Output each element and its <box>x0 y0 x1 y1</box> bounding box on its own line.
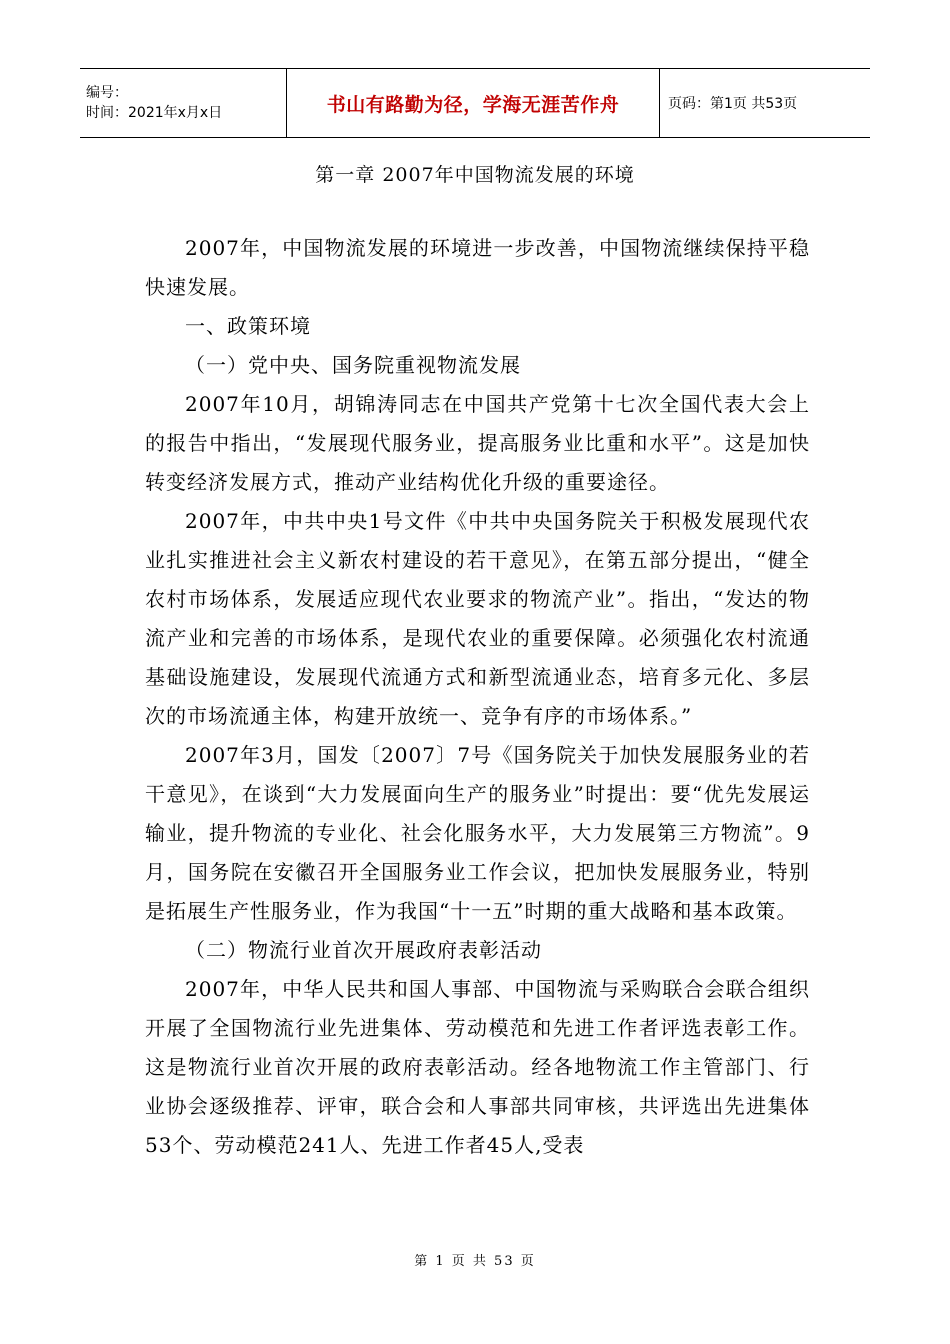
subsection-heading-1: （一）党中央、国务院重视物流发展 <box>185 353 521 377</box>
header-motto-cell <box>287 69 660 137</box>
paragraph: 2007年3月，国发〔2007〕7号《国务院关于加快发展服务业的若干意见》，在谈到“大力发展面向生产的服务业”时提出：要“优先发展运输业，提升物流的专业化、社会化服务水平，大力发展第三方物流”。9月，国务院在安徽召开全国服务业工作会议，把加快发展服务业，特别是拓展生产性服务业，作为我国“十一五”时期的重大战略和基本政策。 <box>145 743 810 923</box>
chapter-title: 第一章 2007年中国物流发展的环境 <box>315 164 635 186</box>
section-heading-policy: 一、政策环境 <box>185 314 311 338</box>
document-date: 时间：2021年x月x日 <box>86 105 223 121</box>
document-number-label: 编号： <box>86 85 128 101</box>
page-footer: 第 1 页 共 53 页 <box>414 1254 536 1269</box>
page-header <box>80 68 870 138</box>
paragraph: 2007年10月，胡锦涛同志在中国共产党第十七次全国代表大会上的报告中指出，“发展现代服务业，提高服务业比重和水平”。这是加快转变经济发展方式，推动产业结构优化升级的重要途径。 <box>145 392 810 494</box>
header-page-info: 页码：第1页 共53页 <box>668 96 798 112</box>
document-body <box>145 229 810 1165</box>
paragraph: 2007年，中共中央1号文件《中共中央国务院关于积极发展现代农业扎实推进社会主义新农村建设的若干意见》，在第五部分提出，“健全农村市场体系，发展适应现代农业要求的物流产业”。指出，“发达的物流产业和完善的市场体系，是现代农业的重要保障。必须强化农村流通基础设施建设，发展现代流通方式和新型流通业态，培育多元化、多层次的市场流通主体，构建开放统一、竞争有序的市场体系。” <box>145 509 810 728</box>
header-motto: 书山有路勤为径，学海无涯苦作舟 <box>326 93 620 116</box>
paragraph-intro: 2007年，中国物流发展的环境进一步改善，中国物流继续保持平稳快速发展。 <box>145 236 810 299</box>
paragraph: 2007年，中华人民共和国人事部、中国物流与采购联合会联合组织开展了全国物流行业先进集体、劳动模范和先进工作者评选表彰工作。这是物流行业首次开展的政府表彰活动。经各地物流工作主管部门、行业协会逐级推荐、评审，联合会和人事部共同审核，共评选出先进集体53个、劳动模范241人、先进工作者45人,受表 <box>145 977 810 1157</box>
subsection-heading-2: （二）物流行业首次开展政府表彰活动 <box>185 938 542 962</box>
header-meta <box>80 69 287 137</box>
